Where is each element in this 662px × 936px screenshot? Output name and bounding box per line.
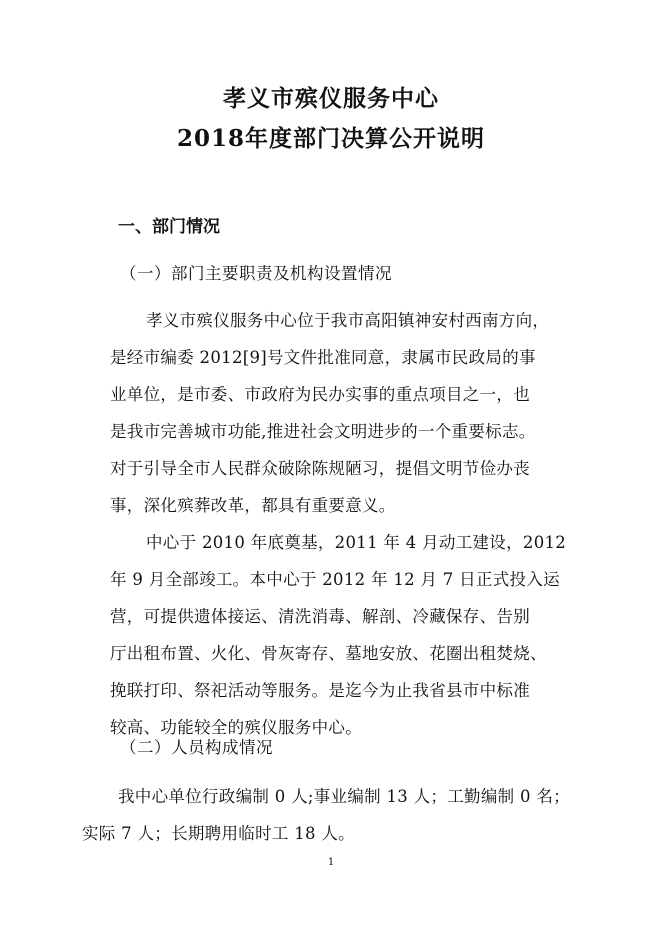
paragraph-line: 营，可提供遗体接运、清洗消毒、解剖、冷藏保存、告别	[110, 607, 530, 626]
paragraph-line: 挽联打印、祭祀活动等服务。是迄今为止我省县市中标准	[110, 681, 530, 700]
paragraph-line: 我中心单位行政编制 0 人;事业编制 13 人；工勤编制 0 名；	[118, 787, 570, 806]
paragraph-line: 是我市完善城市功能,推进社会文明进步的一个重要标志。	[110, 422, 536, 441]
subsection-heading-duties: （一）部门主要职责及机构设置情况	[120, 264, 392, 283]
subsection-heading-staffing: （二）人员构成情况	[120, 738, 273, 757]
paragraph-line: 业单位，是市委、市政府为民办实事的重点项目之一，也	[110, 385, 530, 404]
paragraph-line: 孝义市殡仪服务中心位于我市高阳镇神安村西南方向，	[146, 311, 550, 330]
page-number: 1	[327, 857, 335, 868]
paragraph-line: 实际 7 人；长期聘用临时工 18 人。	[82, 824, 355, 843]
document-subtitle: 2018年度部门决算公开说明	[176, 125, 485, 152]
paragraph-line: 年 9 月全部竣工。本中心于 2012 年 12 月 7 日正式投入运	[110, 570, 560, 589]
document-title: 孝义市殡仪服务中心	[223, 85, 439, 112]
paragraph-line: 事，深化殡葬改革，都具有重要意义。	[110, 496, 396, 515]
paragraph-line: 中心于 2010 年底奠基，2011 年 4 月动工建设，2012	[146, 533, 567, 552]
section-heading-department: 一、部门情况	[118, 217, 220, 237]
paragraph-line: 厅出租布置、火化、骨灰寄存、墓地安放、花圈出租焚烧、	[110, 644, 547, 663]
paragraph-line: 对于引导全市人民群众破除陈规陋习，提倡文明节俭办丧	[110, 459, 530, 478]
paragraph-line: 较高、功能较全的殡仪服务中心。	[110, 718, 362, 737]
paragraph-line: 是经市编委 2012[9]号文件批准同意，隶属市民政局的事	[110, 348, 536, 367]
